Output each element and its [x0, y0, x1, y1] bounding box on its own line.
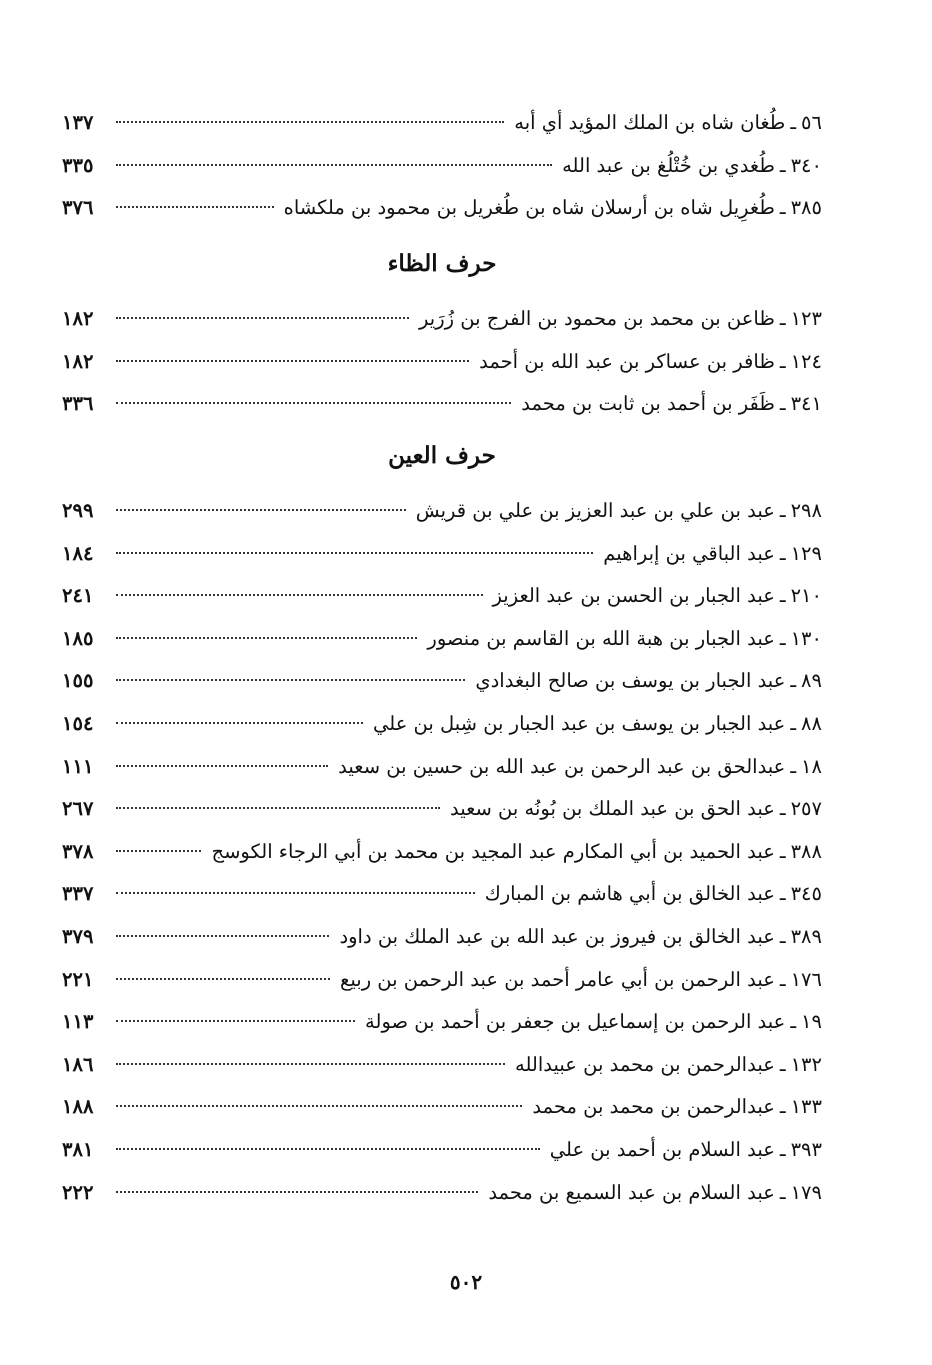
- dot-leader: [116, 807, 440, 809]
- entry-number: ١٢٩: [790, 541, 822, 565]
- entry-separator: ـ: [779, 349, 786, 373]
- dot-leader: [116, 206, 274, 208]
- index-entry: [62, 1086, 822, 1129]
- entry-separator: ـ: [790, 1010, 797, 1034]
- entry-number: ١٢٤: [790, 349, 822, 373]
- entry-page: ١٨٥: [62, 626, 94, 650]
- entry-name: ظَفَر بن أحمد بن ثابت بن محمد: [521, 392, 775, 416]
- entry-separator: ـ: [790, 711, 797, 735]
- index-entry: [62, 618, 822, 661]
- entry-separator: ـ: [779, 307, 786, 330]
- entry-page: ١١١: [62, 754, 94, 778]
- index-entry: [62, 788, 822, 831]
- entry-page: ١٣٧: [62, 111, 94, 134]
- index-entry: [62, 746, 822, 789]
- entry-page: ٢٤١: [62, 584, 94, 608]
- dot-leader: [116, 317, 409, 319]
- entry-name: عبد الجبار بن الحسن بن عبد العزيز: [492, 584, 775, 608]
- entry-name: عبد الحميد بن أبي المكارم عبد المجيد بن محمد بن أبي الرجاء الكوسج: [211, 839, 775, 863]
- dot-leader: [116, 1148, 540, 1150]
- dot-leader: [116, 594, 483, 596]
- entry-name: طُغان شاه بن الملك المؤيد أي أبه: [514, 111, 786, 134]
- entry-separator: ـ: [779, 882, 786, 906]
- section-heading-ain: حرف العين: [388, 442, 496, 469]
- index-entry: [62, 1044, 822, 1087]
- dot-leader: [116, 402, 511, 404]
- entry-name: عبدالرحمن بن محمد بن عبيدالله: [515, 1052, 775, 1076]
- entry-separator: ـ: [779, 1180, 786, 1204]
- entry-name: عبدالحق بن عبد الرحمن بن عبد الله بن حسين بن سعيد: [338, 754, 786, 778]
- dot-leader: [116, 164, 552, 166]
- index-entry: [62, 341, 822, 384]
- entry-separator: ـ: [790, 754, 797, 778]
- dot-leader: [116, 850, 201, 852]
- entry-separator: ـ: [779, 1052, 786, 1076]
- entry-number: ١٧٦: [790, 967, 822, 991]
- entry-separator: ـ: [779, 1095, 786, 1119]
- index-entry: [62, 660, 822, 703]
- entry-separator: ـ: [779, 196, 786, 220]
- index-entry: [62, 102, 822, 145]
- entry-number: ٣٨٥: [790, 196, 822, 220]
- entry-number: ١٣٣: [790, 1095, 822, 1119]
- index-entry: [62, 1129, 822, 1172]
- entry-number: ١٣٠: [790, 626, 822, 650]
- dot-leader: [116, 1105, 522, 1107]
- dot-leader: [116, 552, 593, 554]
- entry-number: ٣٨٨: [790, 839, 822, 863]
- dot-leader: [116, 1020, 355, 1022]
- entry-separator: ـ: [779, 797, 786, 821]
- dot-leader: [116, 765, 328, 767]
- page-number: ٥٠٢: [449, 1270, 483, 1294]
- entry-page: ٣٧٦: [62, 196, 94, 220]
- entry-page: ١١٣: [62, 1010, 94, 1034]
- dot-leader: [116, 360, 469, 362]
- dot-leader: [116, 978, 330, 980]
- entry-separator: ـ: [779, 626, 786, 650]
- index-entry: [62, 145, 822, 188]
- index-entry: [62, 831, 822, 874]
- entry-number: ٨٩: [801, 669, 822, 693]
- entry-separator: ـ: [779, 499, 786, 522]
- entry-name: عبد الخالق بن أبي هاشم بن المبارك: [484, 882, 775, 906]
- ta-entries-list: [62, 102, 822, 230]
- entry-name: عبد الجبار بن يوسف بن صالح البغدادي: [475, 669, 786, 693]
- entry-separator: ـ: [790, 669, 797, 693]
- index-entry: [62, 873, 822, 916]
- entry-separator: ـ: [779, 924, 786, 948]
- entry-number: ٣٤٥: [790, 882, 822, 906]
- index-entry: [62, 575, 822, 618]
- entry-name: عبد الرحمن بن أبي عامر أحمد بن عبد الرحمن بن ربيع: [340, 967, 775, 991]
- entry-page: ٢٩٩: [62, 499, 94, 522]
- entry-page: ١٨٦: [62, 1052, 94, 1076]
- entry-page: ٣٣٧: [62, 882, 94, 906]
- dot-leader: [116, 679, 465, 681]
- index-entry: [62, 1001, 822, 1044]
- entry-name: عبد الرحمن بن إسماعيل بن جعفر بن أحمد بن صولة: [365, 1010, 786, 1034]
- entry-name: عبد الجبار بن هبة الله بن القاسم بن منصور: [427, 626, 775, 650]
- entry-page: ٢٦٧: [62, 797, 94, 821]
- entry-number: ٢٩٨: [790, 499, 822, 522]
- entry-page: ٣٧٩: [62, 924, 94, 948]
- entry-number: ٢٥٧: [790, 797, 822, 821]
- entry-number: ٢١٠: [790, 584, 822, 608]
- index-entry: [62, 187, 822, 230]
- dot-leader: [116, 121, 504, 123]
- entry-number: ١٢٣: [790, 307, 822, 330]
- entry-number: ٣٤٠: [790, 153, 822, 177]
- dot-leader: [116, 892, 475, 894]
- entry-name: عبد الحق بن عبد الملك بن بُونُه بن سعيد: [449, 797, 775, 821]
- entry-name: عبد السلام بن أحمد بن علي: [549, 1137, 775, 1161]
- entry-number: ١٩: [801, 1010, 822, 1034]
- entry-name: طُغدي بن خُتْلُغ بن عبد الله: [562, 153, 775, 177]
- entry-page: ٣٣٦: [62, 392, 94, 416]
- entry-name: عبد بن علي بن عبد العزيز بن علي بن قريش: [415, 499, 775, 522]
- index-entry: [62, 916, 822, 959]
- entry-separator: ـ: [779, 153, 786, 177]
- dot-leader: [116, 1191, 478, 1193]
- entry-page: ٢٢١: [62, 967, 94, 991]
- entry-number: ١٨: [801, 754, 822, 778]
- entry-separator: ـ: [779, 584, 786, 608]
- ain-entries-list: [62, 490, 822, 1214]
- dot-leader: [116, 1063, 505, 1065]
- dot-leader: [116, 722, 363, 724]
- entry-name: عبد السلام بن عبد السميع بن محمد: [488, 1180, 775, 1204]
- entry-separator: ـ: [779, 839, 786, 863]
- entry-page: ١٥٥: [62, 669, 94, 693]
- index-entry: [62, 298, 822, 341]
- entry-number: ٣٨٩: [790, 924, 822, 948]
- entry-name: ظاعن بن محمد بن محمود بن الفرج بن زُرَير: [419, 307, 775, 330]
- entry-number: ٨٨: [801, 711, 822, 735]
- index-entry: [62, 1172, 822, 1215]
- index-entry: [62, 533, 822, 576]
- entry-page: ٣٧٨: [62, 839, 94, 863]
- entry-number: ١٧٩: [790, 1180, 822, 1204]
- index-entry: [62, 959, 822, 1002]
- entry-name: طُغرِيل شاه بن أرسلان شاه بن طُغريل بن محمود بن ملكشاه: [283, 196, 775, 220]
- entry-page: ١٨٨: [62, 1095, 94, 1119]
- entry-separator: ـ: [779, 967, 786, 991]
- entry-separator: ـ: [779, 541, 786, 565]
- entry-name: عبد الباقي بن إبراهيم: [603, 541, 775, 565]
- dot-leader: [116, 935, 329, 937]
- entry-page: ٢٢٢: [62, 1180, 94, 1204]
- entry-number: ١٣٢: [790, 1052, 822, 1076]
- entry-name: عبدالرحمن بن محمد بن محمد: [532, 1095, 775, 1119]
- entry-page: ٣٨١: [62, 1137, 94, 1161]
- entry-page: ١٨٢: [62, 307, 94, 330]
- entry-separator: ـ: [790, 111, 797, 134]
- index-entry: [62, 703, 822, 746]
- index-entry: [62, 383, 822, 426]
- entry-number: ٥٦: [801, 111, 822, 134]
- section-heading-za: حرف الظاء: [387, 250, 497, 277]
- entry-name: عبد الخالق بن فيروز بن عبد الله بن عبد الملك بن داود: [339, 924, 775, 948]
- entry-separator: ـ: [779, 1137, 786, 1161]
- entry-page: ١٥٤: [62, 711, 94, 735]
- entry-page: ١٨٤: [62, 541, 94, 565]
- entry-page: ٣٣٥: [62, 153, 94, 177]
- entry-separator: ـ: [779, 392, 786, 416]
- index-entry: [62, 490, 822, 533]
- dot-leader: [116, 509, 406, 511]
- za-entries-list: [62, 298, 822, 426]
- entry-page: ١٨٢: [62, 349, 94, 373]
- entry-number: ٣٤١: [790, 392, 822, 416]
- entry-number: ٣٩٣: [790, 1137, 822, 1161]
- entry-name: عبد الجبار بن يوسف بن عبد الجبار بن شِبل بن علي: [373, 711, 786, 735]
- entry-name: ظافر بن عساكر بن عبد الله بن أحمد: [479, 349, 775, 373]
- dot-leader: [116, 637, 417, 639]
